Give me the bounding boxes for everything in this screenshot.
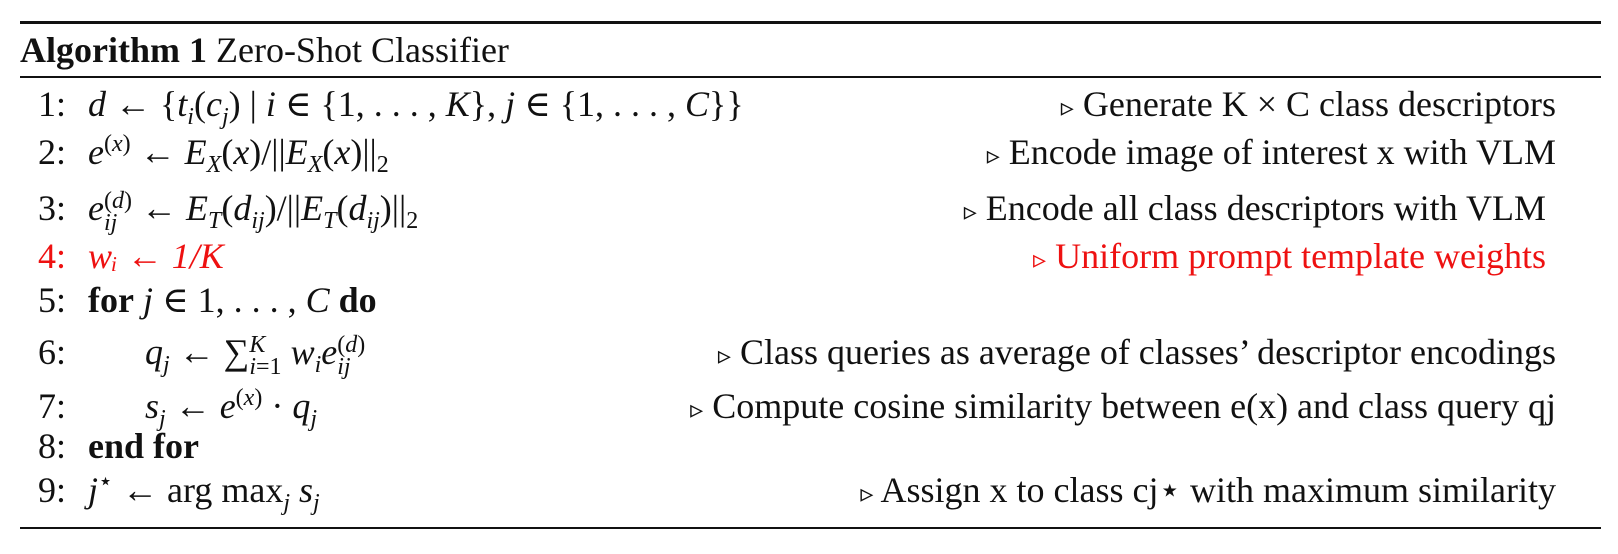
line-number: 4: bbox=[38, 236, 67, 276]
line-code: for j ∈ 1, . . . , C do bbox=[88, 280, 377, 320]
comment-text: Encode image of interest x with VLM bbox=[1008, 132, 1556, 172]
line-number: 1: bbox=[38, 84, 67, 124]
algo-line-1 bbox=[0, 80, 1618, 131]
algorithm-label: Algorithm 1 bbox=[20, 30, 207, 70]
line-comment bbox=[860, 466, 1556, 518]
comment-text: Compute cosine similarity between e(x) and class query qj bbox=[712, 386, 1556, 426]
line-code: j⋆ ← arg $\max_j s_j$ bbox=[88, 469, 320, 517]
algorithm-caption bbox=[20, 28, 509, 72]
comment-triangle-icon: ▹ bbox=[1060, 93, 1074, 122]
algo-line-8 bbox=[0, 422, 1618, 470]
line-number: 7: bbox=[38, 386, 67, 426]
algo-line-2 bbox=[0, 128, 1618, 179]
line-code: wᵢ ← 1/K bbox=[88, 236, 224, 276]
algo-line-9 bbox=[0, 466, 1618, 517]
line-code: $q_j$ ← ∑K i=1 $w_ie(d)$ ij bbox=[145, 331, 366, 380]
line-number: 9: bbox=[38, 470, 67, 510]
algo-line-3 bbox=[0, 184, 1618, 236]
line-code: d ← {$t_i(c_j)$ | i ∈ {1, . . . , K}, j ∈ {1, . . . , C}} bbox=[88, 84, 744, 131]
line-number: 3: bbox=[38, 188, 67, 228]
comment-triangle-icon: ▹ bbox=[963, 197, 977, 226]
comment-triangle-icon: ▹ bbox=[860, 479, 874, 508]
line-comment bbox=[964, 184, 1546, 236]
line-comment bbox=[1061, 80, 1556, 132]
line-number: 8: bbox=[38, 426, 67, 466]
comment-text: Generate K × C class descriptors bbox=[1082, 84, 1556, 124]
comment-text: Class queries as average of classes’ descriptor encodings bbox=[739, 332, 1556, 372]
algo-line-6 bbox=[0, 328, 1618, 380]
line-number: 6: bbox=[38, 332, 67, 372]
line-number: 5: bbox=[38, 280, 67, 320]
line-code: e(d) ij ← $E_T(d_{ij})/||E_T(d_{ij})||_2$ bbox=[88, 187, 419, 236]
algo-line-5 bbox=[0, 276, 1618, 324]
comment-text: Encode all class descriptors with VLM bbox=[985, 188, 1546, 228]
keyword-do: do bbox=[338, 280, 377, 320]
comment-text: Uniform prompt template weights bbox=[1055, 236, 1546, 276]
line-number: 2: bbox=[38, 132, 67, 172]
line-comment bbox=[718, 328, 1556, 380]
comment-triangle-icon: ▹ bbox=[1033, 245, 1047, 274]
line-comment bbox=[987, 128, 1556, 180]
top-rule bbox=[20, 21, 1601, 24]
comment-triangle-icon: ▹ bbox=[986, 141, 1000, 170]
algorithm-title: Zero-Shot Classifier bbox=[215, 30, 509, 70]
keyword-for: for bbox=[88, 280, 134, 320]
bottom-rule bbox=[20, 527, 1601, 529]
caption-rule bbox=[20, 76, 1601, 78]
line-code: $e^{(x)}$ ← $E_X(x)/||E_X(x)||_2$ bbox=[88, 131, 389, 179]
comment-text: Assign x to class cj⋆ with maximum similarity bbox=[880, 470, 1556, 510]
algo-line-4-highlighted bbox=[0, 232, 1618, 280]
comment-triangle-icon: ▹ bbox=[690, 395, 704, 424]
comment-triangle-icon: ▹ bbox=[717, 341, 731, 370]
line-code: $s_j$ ← $e^{(x)} \cdot q_j$ bbox=[145, 385, 317, 433]
line-code: end for bbox=[88, 426, 199, 466]
